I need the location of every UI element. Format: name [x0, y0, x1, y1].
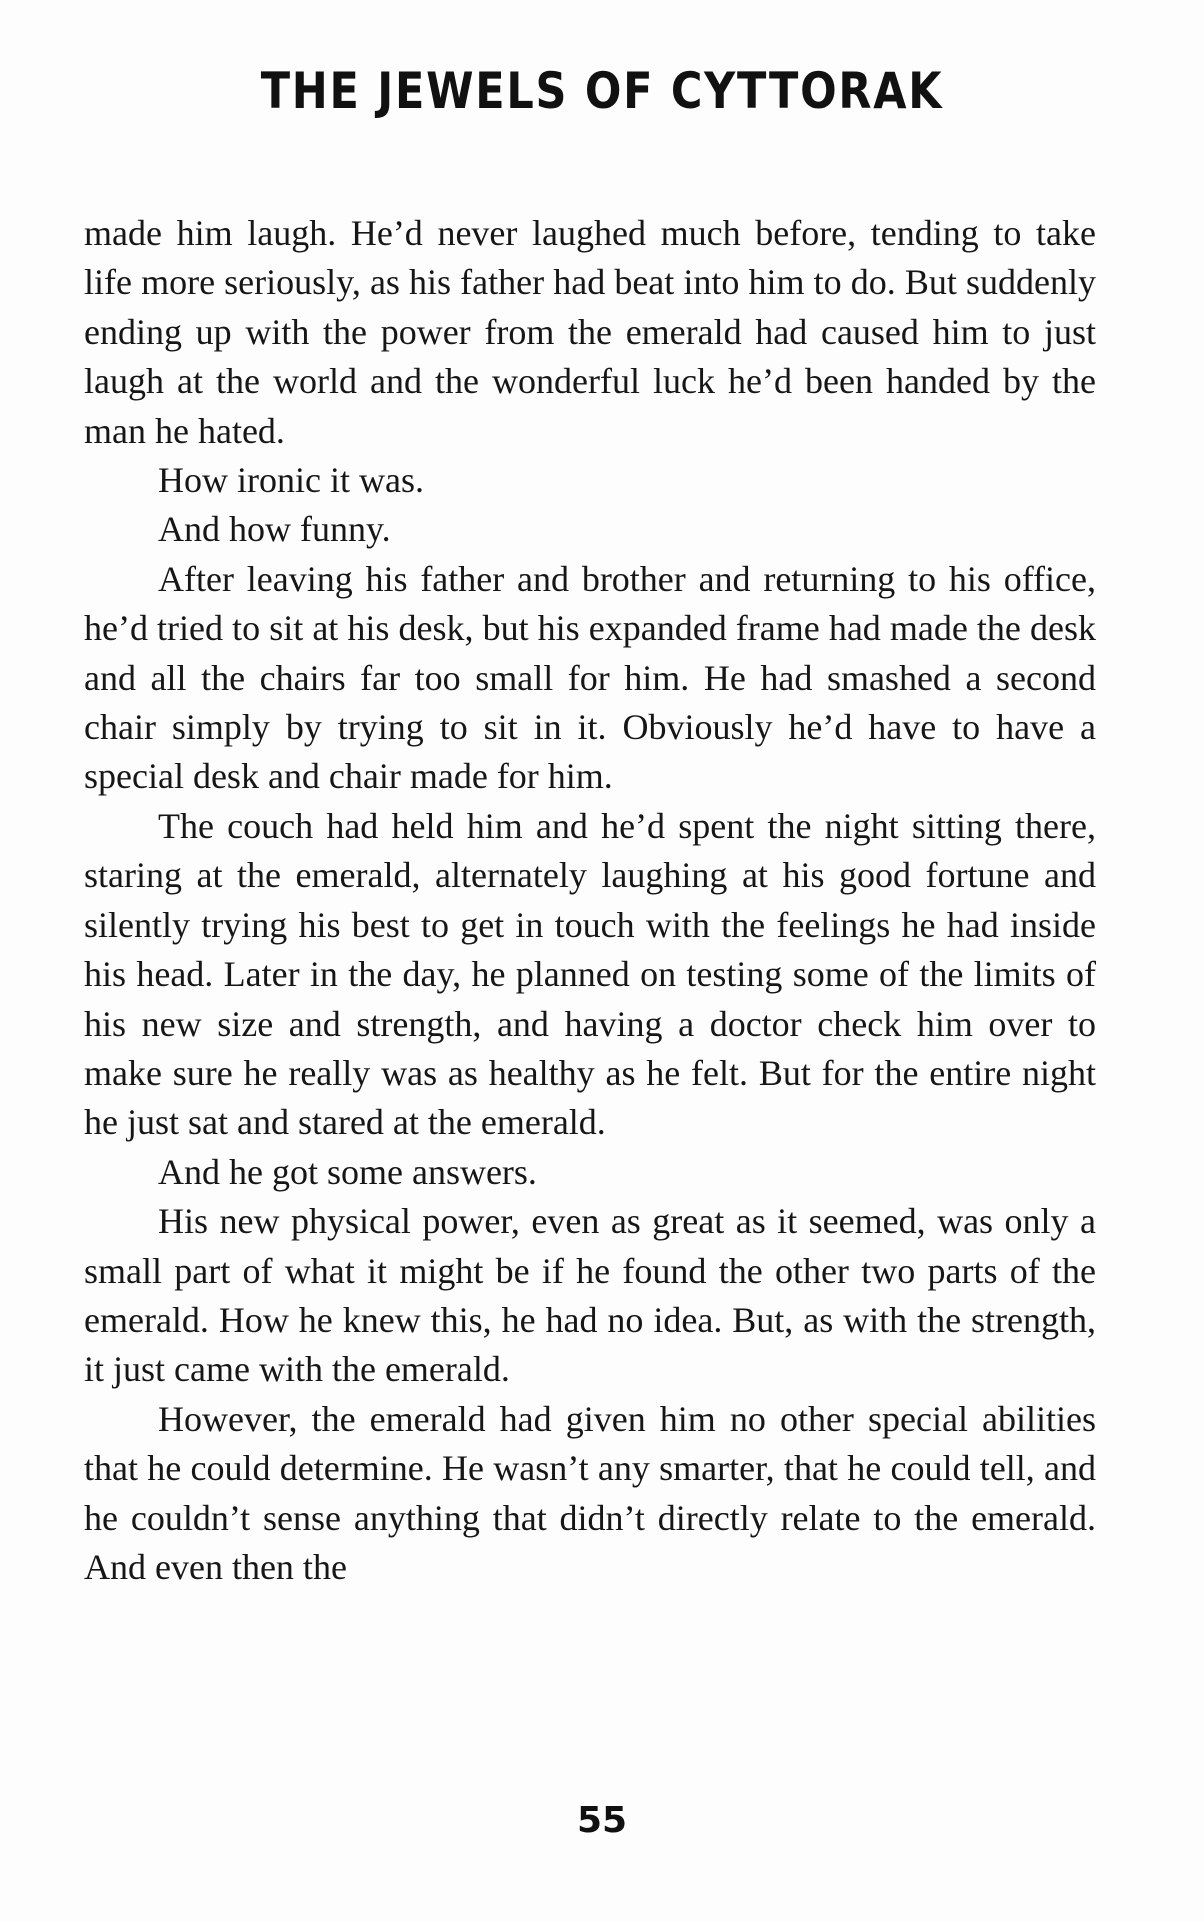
- running-header: THE JEWELS OF CYTTORAK: [260, 62, 944, 120]
- paragraph: However, the emerald had given him no other special abilities that he could determine. He wasn’t any smarter, that he could tell, and he couldn’t sense anything that didn’t directly relate to the emerald. And even then the: [84, 1398, 1096, 1587]
- page-number: 55: [576, 1800, 628, 1841]
- paragraph: His new physical power, even as great as it seemed, was only a small part of what it might be if he found the other two parts of the emerald. How he knew this, he had no idea. But, as with the strength, it just came with the emerald.: [84, 1201, 1096, 1390]
- paragraph: After leaving his father and brother and returning to his office, he’d tried to sit at his desk, but his expanded frame had made the desk and all the chairs far too small for him. He had smashed a second chair simply by trying to sit in it. Obviously he’d have to have a special desk and chair made for him.: [84, 558, 1096, 797]
- paragraph-continued: made him laugh. He’d never laughed much before, tending to take life more seriously, as his father had beat into him to do. But suddenly ending up with the power from the emerald had caused him to just laugh at the world and the wonderful luck he’d been handed by the man he hated.: [84, 213, 1096, 451]
- paragraph: The couch had held him and he’d spent the night sitting there, staring at the emerald, alternately laughing at his good fortune and silently trying his best to get in touch with the feelings he had inside his head. Later in the day, he planned on testing some of the limits of his new size and strength, and having a doctor check him over to make sure he really was as healthy as he felt. But for the entire night he just sat and stared at the emerald.: [84, 805, 1096, 1143]
- body-text: [84, 209, 1096, 1592]
- paragraph: And he got some answers.: [158, 1151, 537, 1192]
- paragraph: How ironic it was.: [158, 460, 424, 501]
- paragraph: And how funny.: [158, 509, 391, 550]
